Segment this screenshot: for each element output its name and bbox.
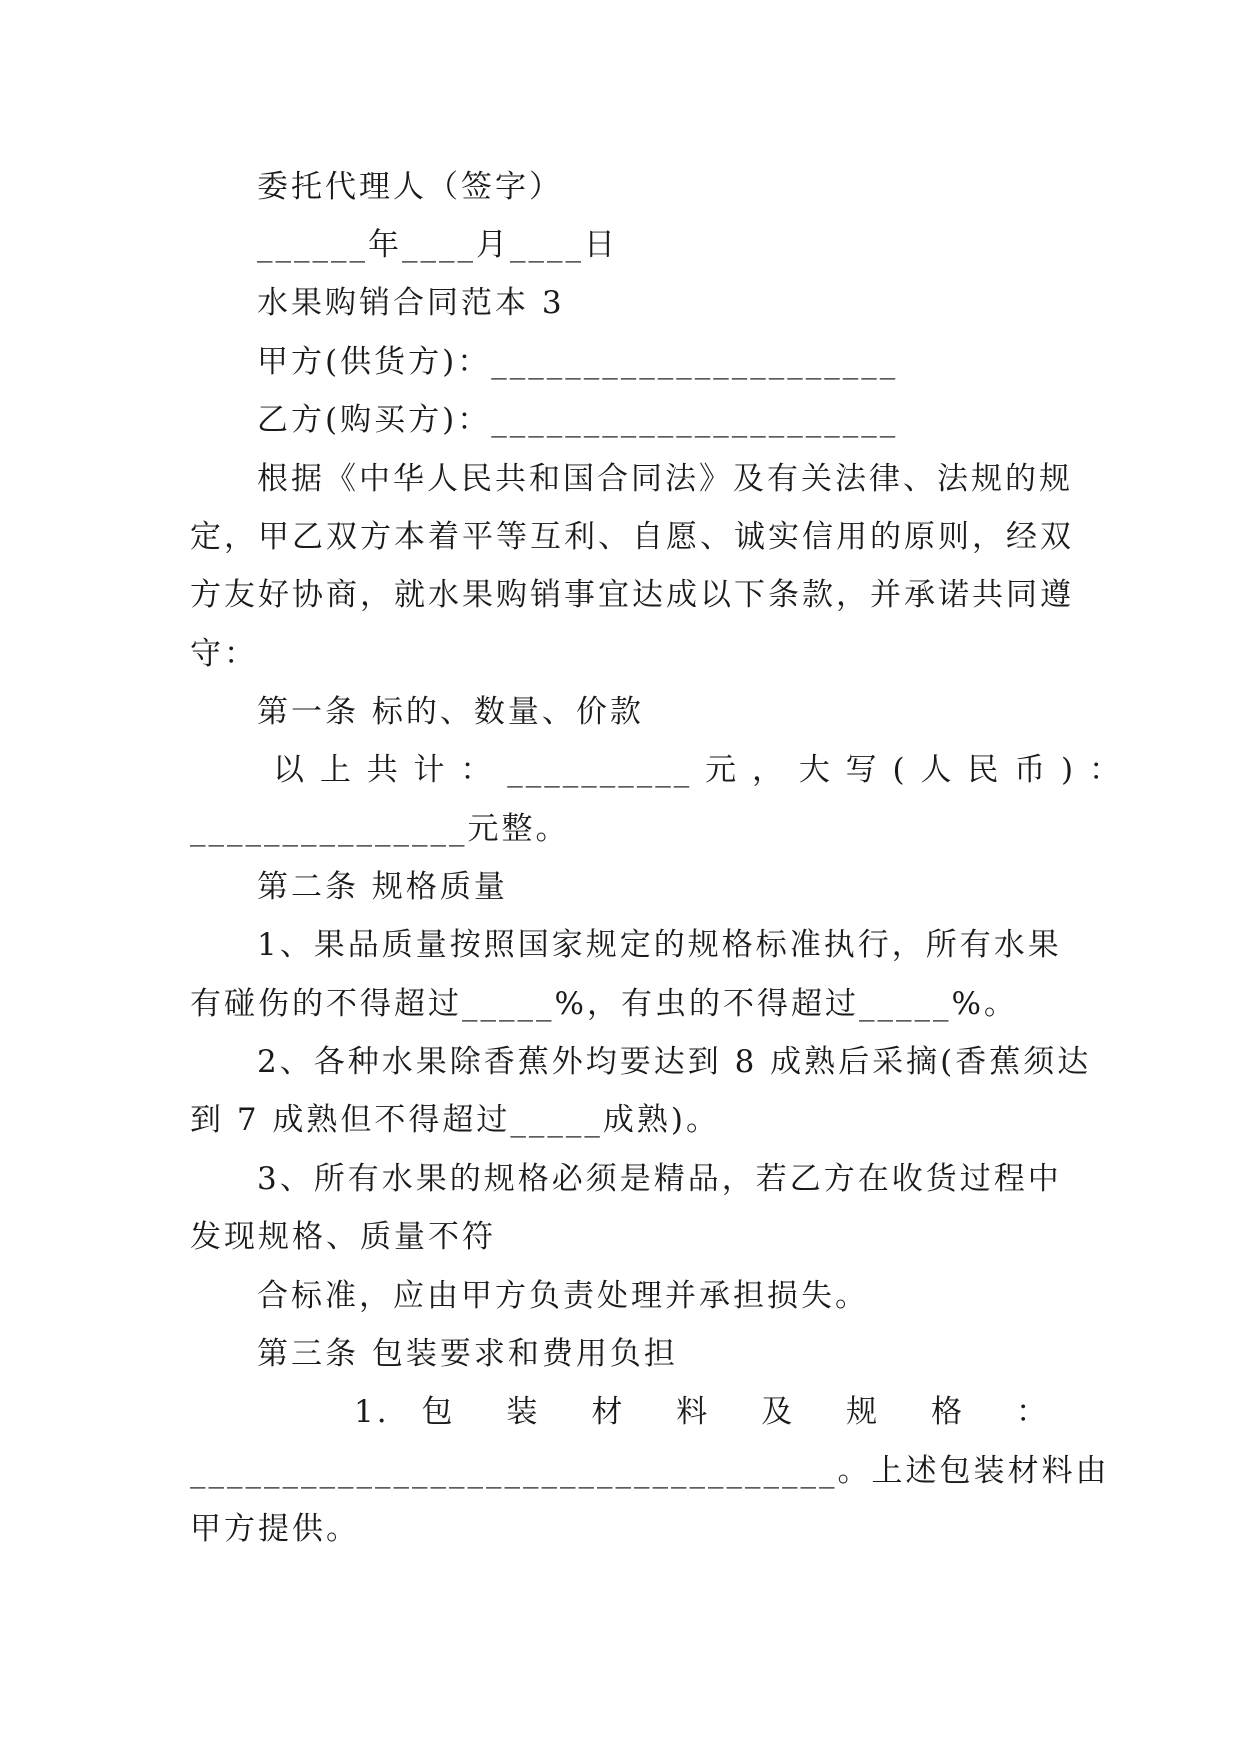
total-amount-line: 以 上 共 计 ： __________ 元 ， 大 写 ( 人 民 币 ) ：	[273, 752, 1123, 788]
contract-title: 水果购销合同范本 3	[257, 285, 565, 321]
quality-clause-2-line-2: 到 7 成熟但不得超过_____成熟)。	[190, 1102, 721, 1138]
quality-clause-2-line-1: 2、各种水果除香蕉外均要达到 8 成熟后采摘(香蕉须达	[257, 1044, 1092, 1080]
date-line: ______年____月____日	[257, 227, 618, 263]
preamble-line-3: 方友好协商，就水果购销事宜达成以下条款，并承诺共同遵	[190, 577, 1074, 613]
preamble-line-1: 根据《中华人民共和国合同法》及有关法律、法规的规	[257, 461, 1073, 497]
party-a-line: 甲方(供货方)：______________________	[257, 344, 899, 380]
quality-clause-3-line-3: 合标准，应由甲方负责处理并承担损失。	[257, 1278, 869, 1314]
quality-clause-1-line-1: 1、果品质量按照国家规定的规格标准执行，所有水果	[257, 927, 1062, 963]
preamble-line-4: 守：	[190, 636, 258, 672]
article-2-heading: 第二条 规格质量	[257, 869, 508, 905]
quality-clause-3-line-2: 发现规格、质量不符	[190, 1219, 496, 1255]
preamble-line-2: 定，甲乙双方本着平等互利、自愿、诚实信用的原则，经双	[190, 519, 1074, 555]
article-1-heading: 第一条 标的、数量、价款	[257, 694, 644, 730]
total-amount-uppercase-line: _______________元整。	[190, 811, 570, 847]
quality-clause-3-line-1: 3、所有水果的规格必须是精品，若乙方在收货过程中	[257, 1161, 1062, 1197]
signature-agent-line: 委托代理人（签字）	[257, 169, 563, 205]
packaging-clause-line-2: ___________________________________。上述包装材料由	[190, 1453, 1110, 1489]
packaging-clause-line-3: 甲方提供。	[190, 1511, 360, 1547]
quality-clause-1-line-2: 有碰伤的不得超过_____%，有虫的不得超过_____%。	[190, 986, 1018, 1022]
packaging-clause-line-1: 1. 包 装 材 料 及 规 格 ：	[354, 1394, 1050, 1430]
article-3-heading: 第三条 包装要求和费用负担	[257, 1336, 678, 1372]
party-b-line: 乙方(购买方)：______________________	[257, 402, 899, 438]
